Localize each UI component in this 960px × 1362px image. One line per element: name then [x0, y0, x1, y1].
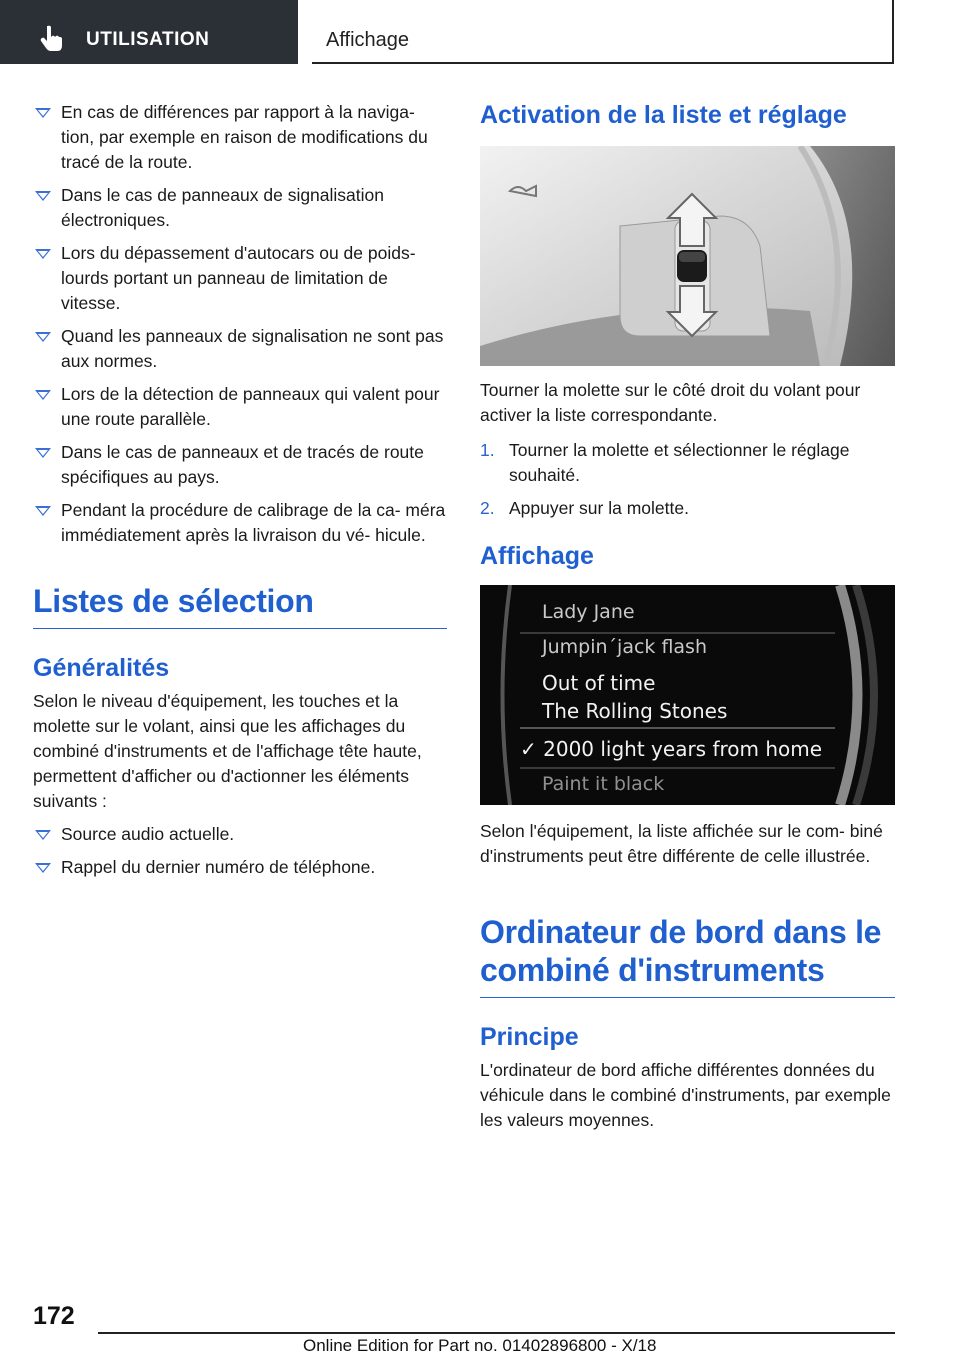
screen-list-item: Out of time — [542, 671, 656, 695]
right-column — [480, 100, 895, 1133]
step-item: 2. Appuyer sur la molette. — [480, 498, 689, 518]
instrument-display-photo — [480, 585, 895, 805]
paragraph-activation: Tourner la molette sur le côté droit du volant pour activer la liste correspondante. — [480, 380, 861, 425]
topic-title: Affichage — [326, 29, 410, 51]
paragraph-principe: L'ordinateur de bord affiche différentes données du véhicule dans le combiné d'instruments, par exemple les valeurs moyennes. — [480, 1060, 891, 1130]
section-heading-ordinateur: Ordinateur de bord dans le combiné d'instruments — [480, 913, 895, 998]
subheading-principe: Principe — [480, 1023, 579, 1051]
triangle-bullet-icon — [35, 249, 51, 259]
list-item: Pendant la procédure de calibrage de la ca- méra immédiatement après la livraison du vé- hicule. — [33, 498, 447, 548]
list-item: Rappel du dernier numéro de téléphone. — [33, 855, 447, 880]
bullet-list-bottom — [33, 822, 447, 880]
triangle-bullet-icon — [35, 191, 51, 201]
paragraph-generalites: Selon le niveau d'équipement, les touches et la molette sur le volant, ainsi que les affichages du combiné d'instruments et de l'affichage tête haute, permettent d'afficher ou d'actionner les éléments suivants : — [33, 691, 422, 811]
page-number: 172 — [33, 1302, 75, 1330]
section-heading-listes: Listes de sélection — [33, 582, 447, 629]
bullet-list-top — [33, 100, 447, 548]
triangle-bullet-icon — [35, 448, 51, 458]
list-item: Lors de la détection de panneaux qui valent pour une route parallèle. — [33, 382, 447, 432]
subheading-generalites: Généralités — [33, 654, 170, 682]
step-item: 1. Tourner la molette et sélectionner le réglage souhaité. — [480, 440, 850, 485]
steering-wheel-illustration — [480, 146, 895, 366]
hand-pointer-icon — [38, 24, 66, 52]
footer-divider — [98, 1332, 895, 1334]
list-item: Lors du dépassement d'autocars ou de poids-lourds portant un panneau de limitation de vitesse. — [33, 241, 447, 316]
steering-wheel-photo — [480, 146, 895, 366]
screen-list-item: Lady Jane — [542, 601, 635, 623]
list-item: Dans le cas de panneaux de signalisation électroniques. — [33, 183, 447, 233]
screen-list-item: Jumpin´jack flash — [542, 636, 707, 658]
numbered-steps — [480, 438, 895, 521]
left-column — [33, 100, 447, 888]
list-item: Dans le cas de panneaux et de tracés de route spécifiques au pays. — [33, 440, 447, 490]
triangle-bullet-icon — [35, 863, 51, 873]
screen-list-item: The Rolling Stones — [542, 699, 728, 723]
footer-edition: Online Edition for Part no. 01402896800 - X/18 — [303, 1336, 657, 1355]
triangle-bullet-icon — [35, 506, 51, 516]
screen-list-item-selected: ✓ 2000 light years from home — [520, 737, 823, 761]
list-item: En cas de différences par rapport à la naviga- tion, par exemple en raison de modifications du tracé de la route. — [33, 100, 447, 175]
section-title: UTILISATION — [86, 29, 210, 50]
triangle-bullet-icon — [35, 830, 51, 840]
list-item: Source audio actuelle. — [33, 822, 447, 847]
paragraph-affichage: Selon l'équipement, la liste affichée sur le com- biné d'instruments peut être différente de celle illustrée. — [480, 821, 883, 866]
list-item: Quand les panneaux de signalisation ne sont pas aux normes. — [33, 324, 447, 374]
header-section-tab — [0, 0, 298, 64]
header-topic-tab — [312, 0, 894, 64]
triangle-bullet-icon — [35, 390, 51, 400]
triangle-bullet-icon — [35, 108, 51, 118]
triangle-bullet-icon — [35, 332, 51, 342]
screen-list-item: Paint it black — [542, 773, 665, 795]
subheading-activation: Activation de la liste et réglage — [480, 101, 847, 129]
subheading-affichage: Affichage — [480, 542, 594, 570]
